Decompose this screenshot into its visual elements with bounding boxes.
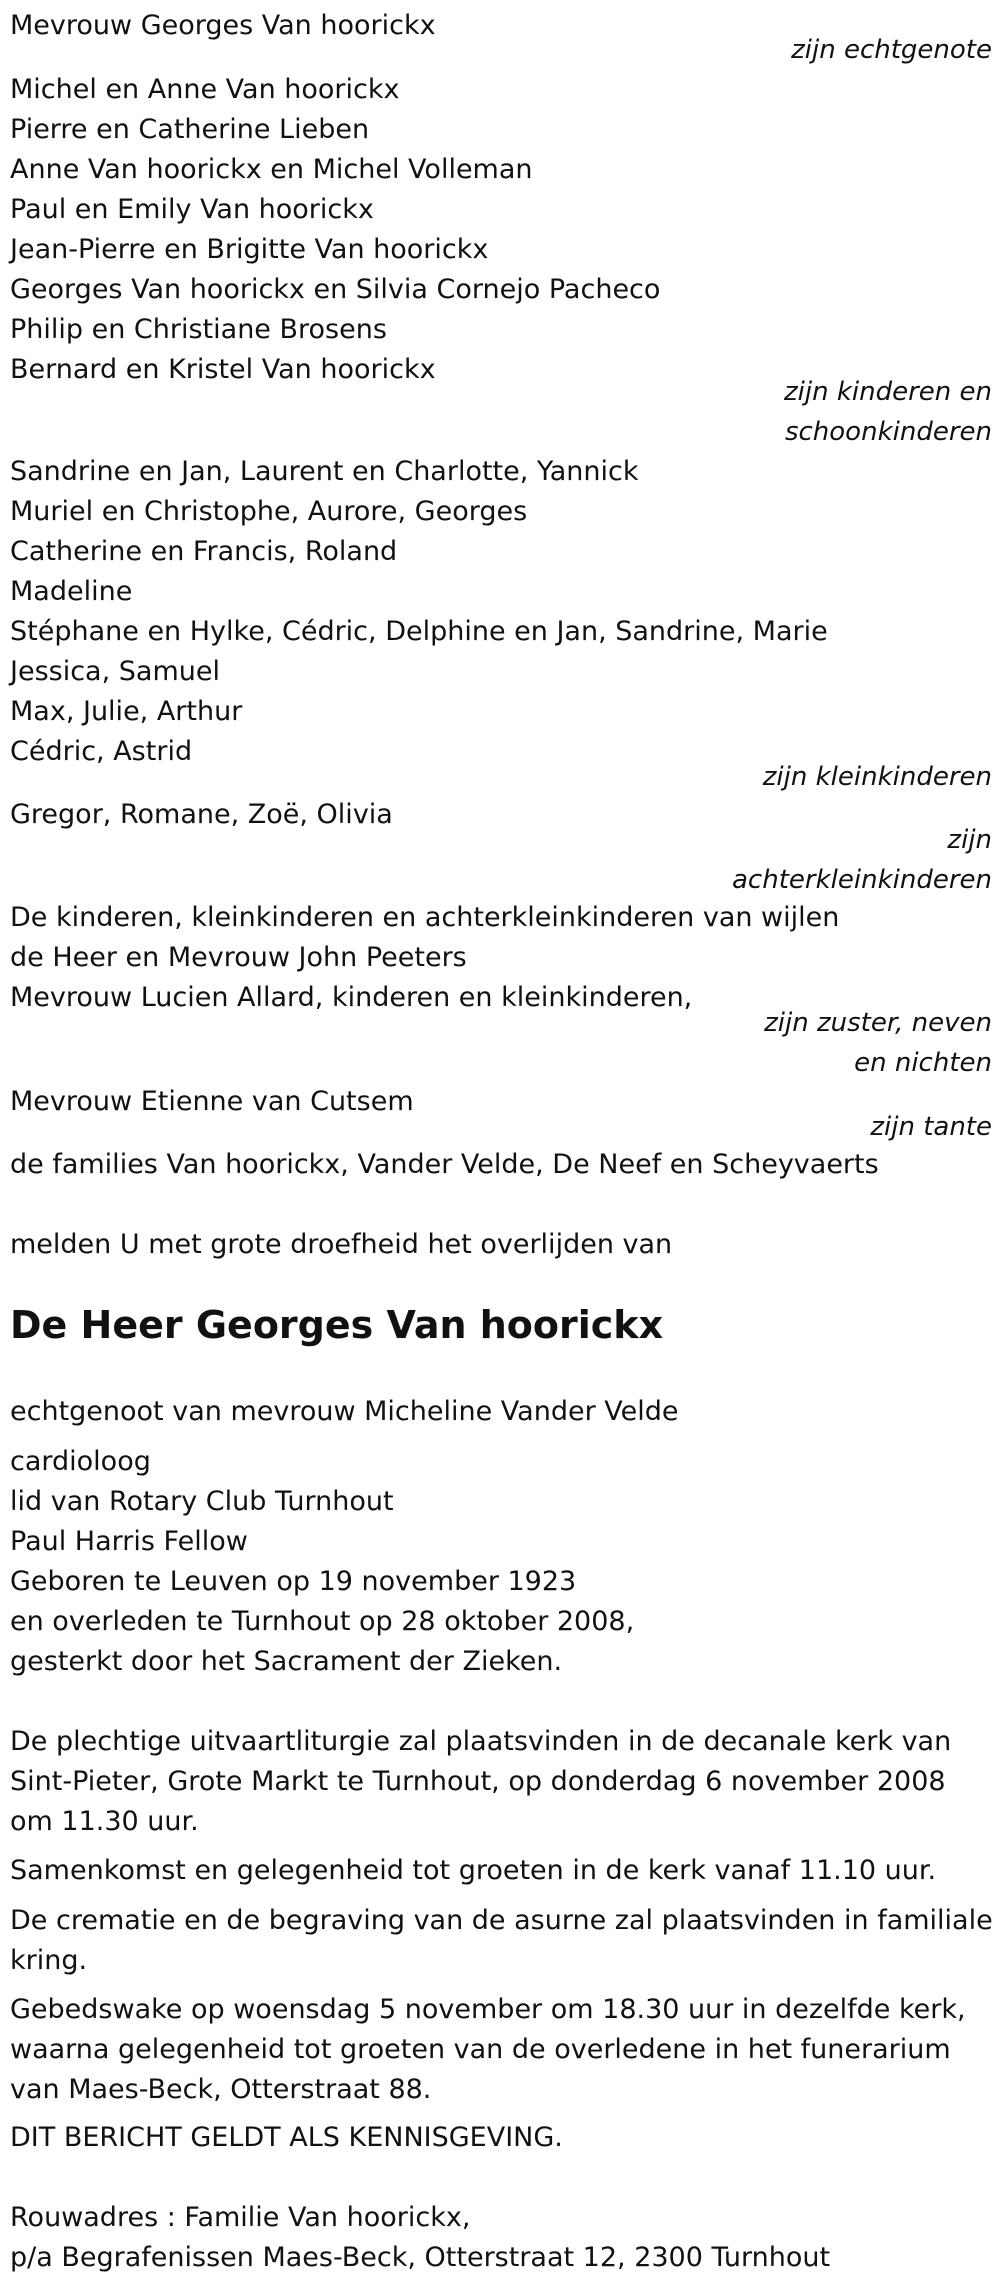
grandchild-line: Cédric, Astrid	[10, 736, 193, 767]
deceased-name-heading: De Heer Georges Van hoorickx	[10, 1303, 664, 1347]
vigil-line: Gebedswake op woensdag 5 november om 18.30 uur in dezelfde kerk,	[10, 1994, 966, 2025]
grandchild-line: Muriel en Christophe, Aurore, Georges	[10, 496, 528, 527]
liturgy-line: Sint-Pieter, Grote Markt te Turnhout, op donderdag 6 november 2008	[10, 1766, 946, 1797]
deceased-spouse-line: echtgenoot van mevrouw Micheline Vander Velde	[10, 1396, 679, 1427]
gathering-line: Samenkomst en gelegenheid tot groeten in de kerk vanaf 11.10 uur.	[10, 1855, 937, 1886]
cremation-line: De crematie en de begraving van de asurne zal plaatsvinden in familiale	[10, 1905, 993, 1936]
child-line: Paul en Emily Van hoorickx	[10, 194, 374, 225]
deceased-detail: en overleden te Turnhout op 28 oktober 2008,	[10, 1606, 635, 1637]
grandchild-line: Jessica, Samuel	[10, 656, 220, 687]
cremation-line: kring.	[10, 1945, 88, 1976]
child-line: Bernard en Kristel Van hoorickx	[10, 354, 436, 385]
grandchild-line: Max, Julie, Arthur	[10, 696, 243, 727]
sibling-line: De kinderen, kleinkinderen en achterkleinkinderen van wijlen	[10, 902, 840, 933]
child-line: Georges Van hoorickx en Silvia Cornejo Pacheco	[10, 274, 661, 305]
children-relation: schoonkinderen	[784, 417, 992, 447]
sibling-line: Mevrouw Lucien Allard, kinderen en kleinkinderen,	[10, 982, 693, 1013]
sibling-line: de Heer en Mevrouw John Peeters	[10, 942, 467, 973]
deceased-detail: Paul Harris Fellow	[10, 1526, 248, 1557]
deceased-detail: cardioloog	[10, 1446, 151, 1477]
great-grandchildren-names: Gregor, Romane, Zoë, Olivia	[10, 799, 393, 830]
child-line: Philip en Christiane Brosens	[10, 314, 387, 345]
grandchild-line: Stéphane en Hylke, Cédric, Delphine en Jan, Sandrine, Marie	[10, 616, 828, 647]
deceased-detail: Geboren te Leuven op 19 november 1923	[10, 1566, 577, 1597]
child-line: Anne Van hoorickx en Michel Volleman	[10, 154, 533, 185]
address-line: p/a Begrafenissen Maes-Beck, Otterstraat 12, 2300 Turnhout	[10, 2242, 831, 2273]
siblings-relation: zijn zuster, neven	[764, 1008, 992, 1038]
grandchild-line: Madeline	[10, 576, 133, 607]
great-grandchildren-relation: achterkleinkinderen	[732, 865, 992, 895]
spouse-relation: zijn echtgenote	[791, 35, 992, 65]
grandchild-line: Sandrine en Jan, Laurent en Charlotte, Yannick	[10, 456, 639, 487]
aunt-name: Mevrouw Etienne van Cutsem	[10, 1086, 414, 1117]
siblings-relation: en nichten	[854, 1048, 992, 1078]
grandchildren-relation: zijn kleinkinderen	[762, 762, 992, 792]
great-grandchildren-relation: zijn	[947, 825, 992, 855]
aunt-relation: zijn tante	[870, 1112, 992, 1142]
address-line: Rouwadres : Familie Van hoorickx,	[10, 2202, 471, 2233]
grandchild-line: Catherine en Francis, Roland	[10, 536, 398, 567]
child-line: Pierre en Catherine Lieben	[10, 114, 370, 145]
liturgy-line: om 11.30 uur.	[10, 1806, 199, 1837]
notice-line: DIT BERICHT GELDT ALS KENNISGEVING.	[10, 2122, 563, 2153]
deceased-detail: lid van Rotary Club Turnhout	[10, 1486, 394, 1517]
vigil-line: waarna gelegenheid tot groeten van de overledene in het funerarium	[10, 2034, 951, 2065]
spouse-name: Mevrouw Georges Van hoorickx	[10, 10, 436, 41]
children-relation: zijn kinderen en	[784, 377, 992, 407]
announcement-line: melden U met grote droefheid het overlijden van	[10, 1229, 673, 1260]
families-line: de families Van hoorickx, Vander Velde, De Neef en Scheyvaerts	[10, 1149, 879, 1180]
child-line: Jean-Pierre en Brigitte Van hoorickx	[10, 234, 489, 265]
liturgy-line: De plechtige uitvaartliturgie zal plaatsvinden in de decanale kerk van	[10, 1726, 952, 1757]
child-line: Michel en Anne Van hoorickx	[10, 74, 400, 105]
deceased-detail: gesterkt door het Sacrament der Zieken.	[10, 1646, 563, 1677]
vigil-line: van Maes-Beck, Otterstraat 88.	[10, 2074, 432, 2105]
